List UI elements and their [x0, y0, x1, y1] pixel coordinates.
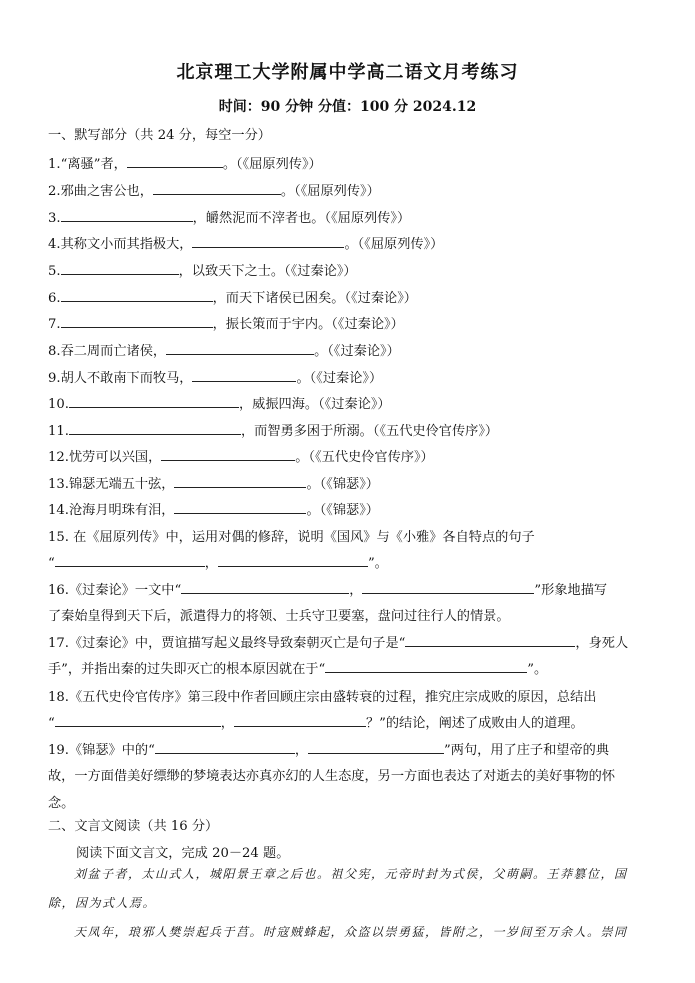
reading-instruction: 阅读下面文言文，完成 20－24 题。 [76, 846, 290, 861]
section-heading-2: 二、文言文阅读（共 16 分） [48, 819, 219, 834]
answer-blank[interactable] [192, 235, 344, 248]
answer-blank[interactable] [161, 448, 295, 461]
question-18-line-1: 18.《五代史伶官传序》第三段中作者回顾庄宗由盛转衰的过程，推究庄宗成败的原因，总结出 [48, 690, 597, 705]
classical-passage [48, 860, 653, 947]
question-1: 1.“离骚”者， 。（《屈原列传》） [48, 157, 322, 172]
answer-blank[interactable] [234, 714, 366, 727]
answer-blank[interactable] [308, 741, 444, 754]
answer-blank[interactable] [61, 289, 213, 302]
question-15-line-2: “ ， ”。 [48, 556, 388, 571]
answer-blank[interactable] [61, 209, 193, 222]
answer-blank[interactable] [55, 714, 221, 727]
answer-blank[interactable] [362, 581, 534, 594]
question-17-line-1: 17.《过秦论》中，贾谊描写起义最终导致秦朝灭亡是句子是“ ，身死人 [48, 636, 629, 651]
question-19-line-3: 念。 [48, 796, 75, 811]
answer-blank[interactable] [218, 554, 368, 567]
answer-blank[interactable] [153, 182, 281, 195]
question-19-line-1: 19.《锦瑟》中的“ ， ”两句，用了庄子和望帝的典 [48, 743, 610, 758]
passage-line: 刘盆子者，太山式人，城阳景王章之后也。祖父宪，元帝时封为式侯，父萌嗣。王莽篡位，国 [74, 867, 628, 881]
question-7: 7. ，振长策而于宇内。（《过秦论》） [48, 317, 404, 332]
question-3: 3. ，皭然泥而不滓者也。（《屈原列传》） [48, 211, 411, 226]
passage-line: 天凤年，琅邪人樊崇起兵于莒。时寇贼蜂起，众盗以崇勇猛，皆附之，一岁间至万余人。崇同 [74, 925, 628, 939]
answer-blank[interactable] [325, 660, 527, 673]
answer-blank[interactable] [69, 422, 241, 435]
answer-blank[interactable] [405, 634, 575, 647]
question-12: 12.忧劳可以兴国， 。（《五代史伶官传序》） [48, 450, 434, 465]
answer-blank[interactable] [181, 581, 349, 594]
page-title: 北京理工大学附属中学高二语文月考练习 [176, 62, 519, 83]
answer-blank[interactable] [155, 741, 295, 754]
answer-blank[interactable] [69, 395, 239, 408]
answer-blank[interactable] [61, 262, 179, 275]
answer-blank[interactable] [174, 475, 306, 488]
answer-blank[interactable] [192, 369, 296, 382]
answer-blank[interactable] [55, 554, 205, 567]
question-10: 10. ，威振四海。（《过秦论》） [48, 397, 391, 412]
question-17-line-2: 手”，并指出秦的过失即灭亡的根本原因就在于“ ”。 [48, 662, 548, 677]
question-13: 13.锦瑟无端五十弦， 。（《锦瑟》） [48, 477, 379, 492]
question-16-line-2: 了秦始皇得到天下后，派遣得力的将领、士兵守卫要塞，盘问过往行人的情景。 [48, 609, 510, 624]
question-4: 4.其称文小而其指极大， 。（《屈原列传》） [48, 237, 444, 252]
exam-info: 时间：90 分钟 分值：100 分 2024.12 [218, 99, 477, 115]
answer-blank[interactable] [127, 155, 223, 168]
question-18-line-2: “ ， ？”的结论，阐述了成败由人的道理。 [48, 716, 584, 731]
section-heading-1: 一、默写部分（共 24 分，每空一分） [48, 128, 271, 143]
question-16-line-1: 16.《过秦论》一文中“ ， ”形象地描写 [48, 583, 608, 598]
question-5: 5. ，以致天下之士。（《过秦论》） [48, 264, 357, 279]
question-19-line-2: 故，一方面借美好缥缈的梦境表达亦真亦幻的人生态度，另一方面也表达了对逝去的美好事物的怀 [48, 769, 616, 784]
answer-blank[interactable] [166, 342, 314, 355]
question-14: 14.沧海月明珠有泪， 。（《锦瑟》） [48, 503, 379, 518]
answer-blank[interactable] [174, 501, 306, 514]
passage-line: 除，因为式人焉。 [48, 896, 157, 910]
question-15-line-1: 15. 在《屈原列传》中，运用对偶的修辞，说明《国风》与《小雅》各自特点的句子 [48, 530, 535, 545]
question-9: 9.胡人不敢南下而牧马， 。（《过秦论》） [48, 371, 383, 386]
question-8: 8.吞二周而亡诸侯， 。（《过秦论》） [48, 344, 400, 359]
question-6: 6. ，而天下诸侯已困矣。（《过秦论》） [48, 291, 417, 306]
question-11: 11. ，而智勇多困于所溺。（《五代史伶官传序》） [48, 424, 499, 439]
question-2: 2.邪曲之害公也， 。（《屈原列传》） [48, 184, 380, 199]
answer-blank[interactable] [61, 315, 213, 328]
